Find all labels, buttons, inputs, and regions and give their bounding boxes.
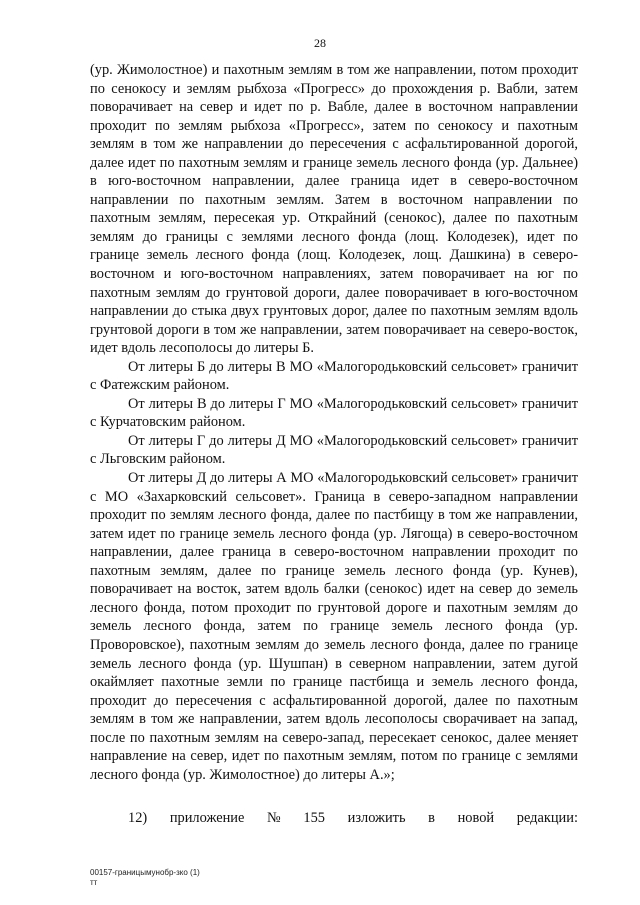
item-word: № xyxy=(267,810,281,827)
item-12-line xyxy=(90,809,578,828)
page-number: 28 xyxy=(314,36,326,50)
item-word: новой xyxy=(457,810,495,827)
footer-initials: тт xyxy=(90,878,98,887)
item-number: 12) xyxy=(128,810,148,827)
paragraph-litera-d-a: От литеры Д до литеры А МО «Малогородьковский сельсовет» граничит с МО «Захарковский сельсовет». Граница в северо-западном направлении проходит по землям лесного фонда, далее по пастбищу в том же направлении, затем идет по границе земель лесного фонда (ур. Лягоща) в северо-восточном направлении, далее граница в северо-восточном направлении проходит по пахотным землям, далее по границе земель лесного фонда (ур. Кунев), поворачивает на восток, затем вдоль балки (сенокос) идет на север до земель лесного фонда, потом проходит по грунтовой дороге и пахотным землям до земель лесного фонда, затем по границе земель лесного фонда (ур. Проворовское), пахотным землям до земель лесного фонда, далее по границе земель лесного фонда (ур. Шушпан) в северном направлении, затем дугой окаймляет пахотные земли по границе пастбища и земель лесного фонда, проходит до пересечения с асфальтированной дорогой, далее по пахотным землям в том же направлении, затем вдоль лесополосы сворачивает на запад, после по пахотным землям на северо-запад, пересекает сенокос, далее меняет направление на север, идет по пахотным землям, потом по границе с землями лесного фонда (ур. Жимолостное) до литеры А.»; xyxy=(90,470,578,783)
paragraph-continuation: (ур. Жимолостное) и пахотным землям в том же направлении, потом проходит по сенокосу и землям рыбхоза «Прогресс» до прохождения р. Вабли, затем поворачивает на север и идет по р. Вабле, далее в восточном направлении проходит по землям рыбхоза «Прогресс», затем по сенокосу и пахотным землям в том же направлении до пересечения с асфальтированной дорогой, далее идет по пахотным землям и границе земель лесного фонда (ур. Дальнее) в юго-восточном направлении, далее граница идет в северо-восточном направлении по пахотным землям. Затем в восточном направлении по пахотным землям, пересекая ур. Открайний (сенокос), далее по пахотным землям до границы с землями лесного фонда (лощ. Колодезек), идет по границе земель лесного фонда (лощ. Колодезек, лощ. Дашкина) в северо-восточном и юго-восточном направлениях, затем поворачивает на юг по пахотным землям до грунтовой дороги, далее поворачивает в юго-восточном направлении до стыка двух грунтовых дорог, далее по пахотным землям вдоль грунтовой дороги в том же направлении, затем поворачивает на северо-восток, идет вдоль лесополосы до литеры Б. xyxy=(90,62,578,357)
footer-doc-code: 00157-границымунобр-зко (1) xyxy=(90,868,200,877)
item-word: в xyxy=(428,810,435,827)
footer xyxy=(90,868,200,888)
item-word: приложение xyxy=(169,810,245,827)
paragraph-litera-v-g: От литеры В до литеры Г МО «Малогородьковский сельсовет» граничит с Курчатовским районом. xyxy=(90,395,578,431)
paragraph-litera-g-d: От литеры Г до литеры Д МО «Малогородьковский сельсовет» граничит с Льговским районом. xyxy=(90,432,578,468)
item-word: редакции: xyxy=(516,810,578,827)
item-word: изложить xyxy=(347,810,406,827)
paragraph-litera-b-v: От литеры Б до литеры В МО «Малогородьковский сельсовет» граничит с Фатежским районом. xyxy=(90,358,578,394)
document-body xyxy=(90,61,578,828)
item-word: 155 xyxy=(303,810,325,827)
